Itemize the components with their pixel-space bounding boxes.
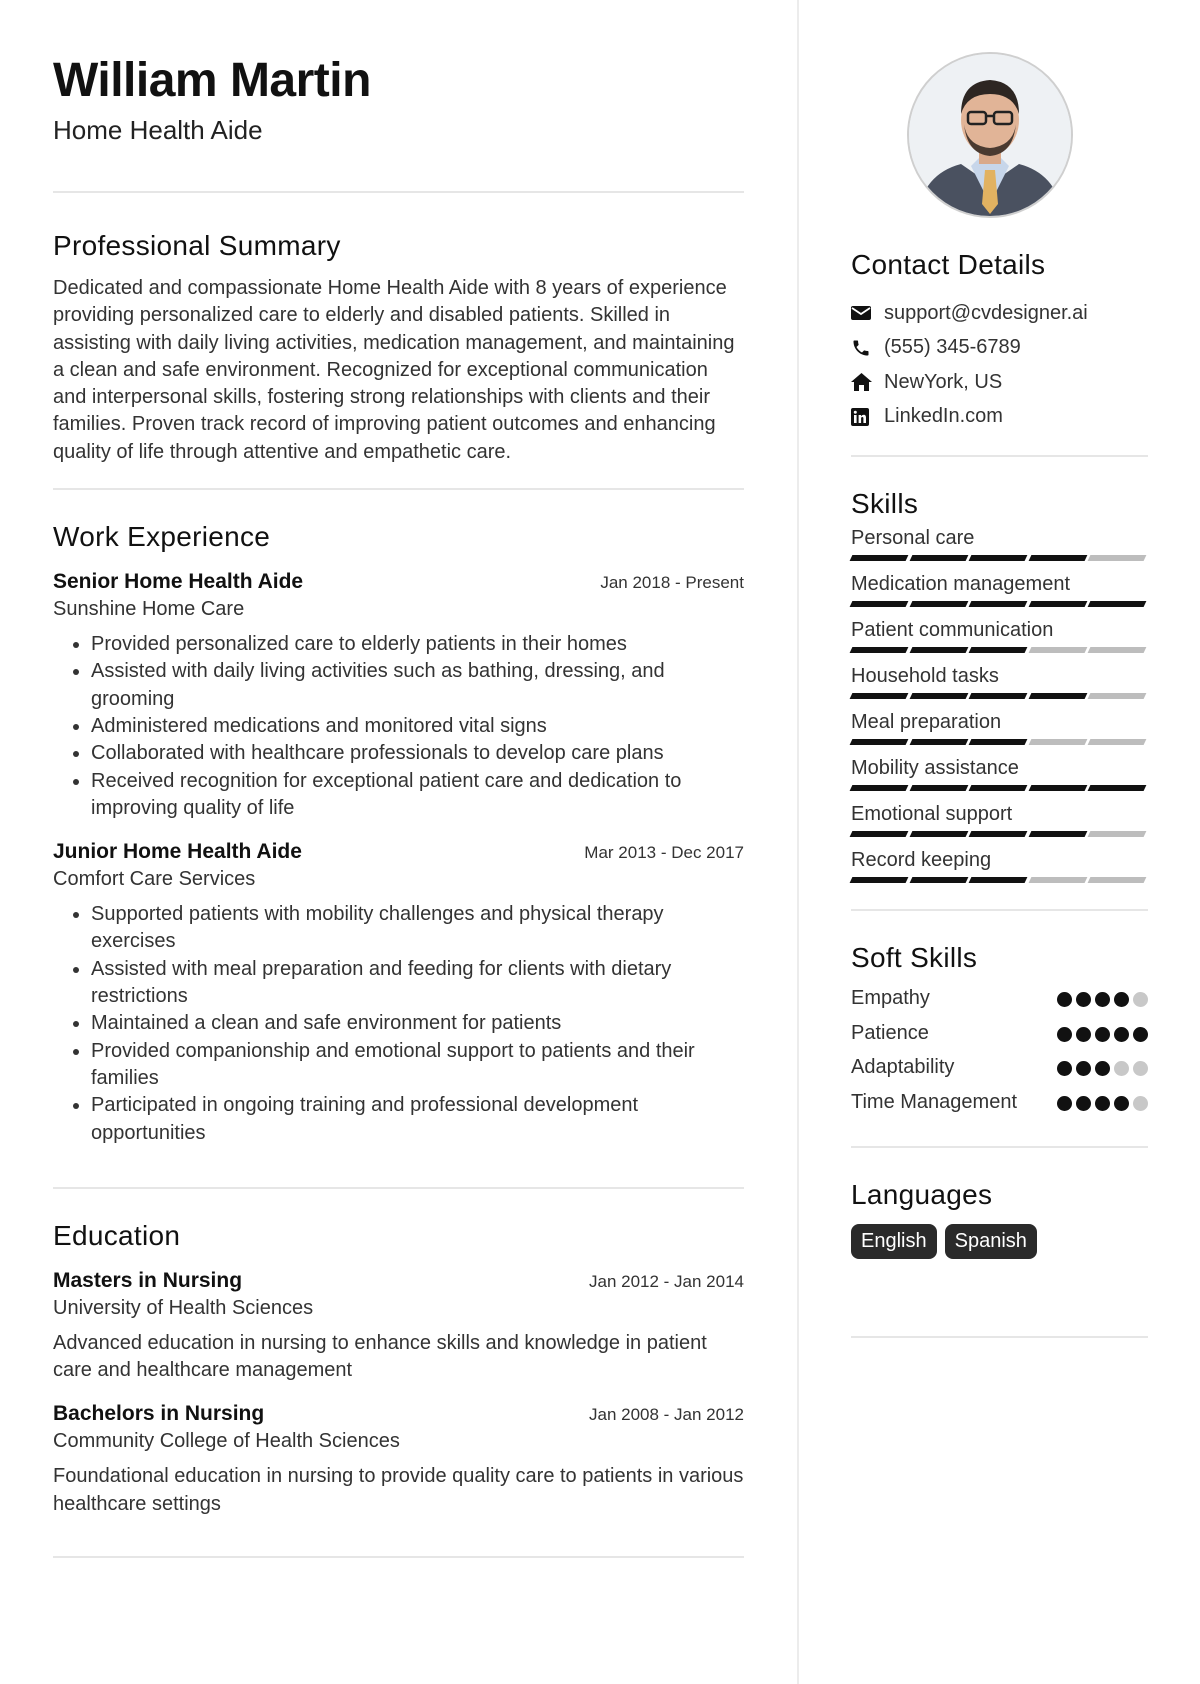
job-bullet: • Collaborated with healthcare professionals to develop care plans: [91, 740, 744, 767]
job-bullet: • Received recognition for exceptional patient care and dedication to improving quality of life: [91, 768, 744, 823]
contact-linkedin-text: LinkedIn.com: [884, 405, 1003, 428]
skill-name: Emotional support: [851, 803, 1013, 825]
skill-level-segment: [1028, 693, 1086, 699]
rating-dot: [1057, 992, 1072, 1007]
skill-level-segment: [850, 785, 908, 791]
skill-level-bar: [851, 647, 1148, 653]
languages-list: [851, 1224, 1148, 1259]
skill-level-segment: [1088, 693, 1146, 699]
skill-level-segment: [909, 555, 967, 561]
skill-level-bar: [851, 555, 1148, 561]
skill-name: Meal preparation: [851, 711, 1002, 733]
soft-skill-name: Adaptability: [851, 1056, 955, 1078]
contact-divider: [851, 455, 1148, 457]
skill-item: [851, 755, 1148, 791]
skill-level-segment: [850, 739, 908, 745]
rating-dot: [1133, 992, 1148, 1007]
skill-name: Household tasks: [851, 665, 999, 687]
soft-skills-list: [851, 985, 1148, 1116]
skill-item: [851, 663, 1148, 699]
rating-dot: [1133, 1096, 1148, 1111]
job-entry: [53, 568, 744, 822]
rating-dot: [1057, 1027, 1072, 1042]
soft-skill-name: Patience: [851, 1021, 929, 1044]
rating-dot: [1095, 1061, 1110, 1076]
soft-skills-heading: Soft Skills: [851, 942, 978, 973]
rating-dot: [1076, 1061, 1091, 1076]
education-entry: [53, 1400, 744, 1518]
education-description: Foundational education in nursing to provide quality care to patients in various healthcare settings: [53, 1465, 744, 1515]
contact-email[interactable]: [851, 296, 1148, 331]
rating-dot: [1057, 1096, 1072, 1111]
language-pill: Spanish: [945, 1224, 1037, 1259]
job-bullet: • Administered medications and monitored vital signs: [91, 713, 744, 740]
envelope-icon: [851, 305, 884, 321]
rating-dot: [1076, 1096, 1091, 1111]
education-description: Advanced education in nursing to enhance skills and knowledge in patient care and healthcare management: [53, 1331, 707, 1382]
skill-level-segment: [909, 877, 967, 883]
skill-level-segment: [1088, 877, 1146, 883]
skill-item: [851, 617, 1148, 653]
skill-level-segment: [1028, 831, 1086, 837]
skill-level-segment: [850, 647, 908, 653]
skill-level-segment: [909, 785, 967, 791]
sidebar: [851, 0, 1148, 1338]
soft-skill-rating: [1057, 992, 1148, 1007]
skill-item: [851, 525, 1148, 561]
skill-level-segment: [909, 831, 967, 837]
soft-skill-item: [851, 1089, 1148, 1117]
job-header: [53, 838, 744, 866]
skill-name: Record keeping: [851, 849, 992, 871]
skill-level-segment: [969, 555, 1027, 561]
header-divider: [53, 191, 744, 193]
language-pill: English: [851, 1224, 937, 1259]
education-entry: [53, 1267, 744, 1385]
skill-item: [851, 709, 1148, 745]
skill-level-bar: [851, 831, 1148, 837]
candidate-name: William Martin: [53, 54, 371, 107]
skill-level-segment: [909, 647, 967, 653]
skill-level-segment: [1088, 555, 1146, 561]
skills-heading: Skills: [851, 488, 919, 519]
soft-skill-rating: [1057, 1096, 1148, 1111]
skills-divider: [851, 909, 1148, 911]
rating-dot: [1133, 1061, 1148, 1076]
job-bullet: • Assisted with daily living activities such as bathing, dressing, and grooming: [91, 658, 744, 713]
job-bullet: • Supported patients with mobility challenges and physical therapy exercises: [91, 901, 744, 956]
education-dates: Jan 2008 - Jan 2012: [588, 1405, 744, 1425]
education-header: [53, 1267, 744, 1295]
skill-level-segment: [969, 647, 1027, 653]
contact-location-text: NewYork, US: [884, 370, 1003, 393]
education-divider: [53, 1556, 744, 1558]
skill-item: [851, 847, 1148, 883]
skill-level-bar: [851, 877, 1148, 883]
skill-level-bar: [851, 739, 1148, 745]
education-list: [53, 1267, 744, 1518]
job-bullets: [53, 901, 744, 1147]
skill-level-segment: [850, 555, 908, 561]
skill-level-segment: [1028, 739, 1086, 745]
rating-dot: [1076, 1027, 1091, 1042]
skills-list: [851, 525, 1148, 883]
linkedin-icon: [851, 408, 884, 426]
rating-dot: [1095, 1027, 1110, 1042]
home-icon: [851, 373, 884, 391]
rating-dot: [1133, 1027, 1148, 1042]
education-degree: Masters in Nursing: [53, 1268, 243, 1292]
rating-dot: [1057, 1061, 1072, 1076]
education-school: Community College of Health Sciences: [53, 1430, 400, 1453]
rating-dot: [1114, 1027, 1129, 1042]
contact-phone[interactable]: [851, 331, 1148, 366]
job-bullet: • Provided companionship and emotional support to patients and their families: [91, 1038, 744, 1093]
skill-level-segment: [1088, 831, 1146, 837]
skill-level-segment: [1028, 601, 1086, 607]
soft-skill-item: [851, 1054, 1148, 1082]
job-entry: [53, 838, 744, 1147]
skill-level-segment: [909, 693, 967, 699]
skill-item: [851, 801, 1148, 837]
contact-location: [851, 365, 1148, 400]
skill-level-segment: [1088, 601, 1146, 607]
job-header: [53, 568, 744, 596]
skill-item: [851, 571, 1148, 607]
skill-level-segment: [850, 877, 908, 883]
skill-level-segment: [969, 831, 1027, 837]
skill-level-segment: [1088, 739, 1146, 745]
contact-phone-text: (555) 345-6789: [884, 336, 1021, 359]
skill-level-segment: [909, 601, 967, 607]
job-company: Comfort Care Services: [53, 868, 256, 891]
job-bullets: [53, 631, 744, 822]
education-school: University of Health Sciences: [53, 1296, 314, 1319]
candidate-title: Home Health Aide: [53, 115, 263, 145]
education-header: [53, 1400, 744, 1428]
skill-level-segment: [850, 831, 908, 837]
soft-skill-item: [851, 985, 1148, 1013]
phone-icon: [851, 338, 884, 358]
skill-level-segment: [969, 785, 1027, 791]
skill-level-bar: [851, 785, 1148, 791]
skill-name: Mobility assistance: [851, 757, 1019, 779]
job-bullet: • Provided personalized care to elderly patients in their homes: [91, 631, 744, 658]
summary-divider: [53, 488, 744, 490]
soft-skills-divider: [851, 1146, 1148, 1148]
main-column: [53, 0, 744, 1558]
contact-list: [851, 296, 1148, 434]
job-bullet: • Maintained a clean and safe environment for patients: [91, 1010, 744, 1037]
job-bullet: • Assisted with meal preparation and feeding for clients with dietary restrictions: [91, 956, 744, 1011]
job-title: Junior Home Health Aide: [53, 840, 302, 864]
soft-skill-rating: [1057, 1027, 1148, 1042]
skill-level-segment: [850, 693, 908, 699]
skill-level-segment: [1028, 647, 1086, 653]
soft-skill-item: [851, 1020, 1148, 1048]
soft-skill-name: Empathy: [851, 987, 930, 1009]
profile-photo: [907, 52, 1073, 218]
skill-level-segment: [909, 739, 967, 745]
contact-email-text: support@cvdesigner.ai: [884, 301, 1088, 324]
experience-list: [53, 568, 744, 1147]
skill-name: Patient communication: [851, 619, 1054, 641]
soft-skill-name: Time Management: [851, 1090, 1017, 1113]
skill-level-segment: [1028, 877, 1086, 883]
rating-dot: [1095, 1096, 1110, 1111]
contact-linkedin[interactable]: [851, 400, 1148, 435]
rating-dot: [1114, 992, 1129, 1007]
job-bullet: • Participated in ongoing training and professional development opportunities: [91, 1092, 744, 1147]
rating-dot: [1114, 1096, 1129, 1111]
job-company: Sunshine Home Care: [53, 598, 245, 621]
skill-level-segment: [850, 601, 908, 607]
languages-heading: Languages: [851, 1179, 993, 1210]
skill-level-bar: [851, 601, 1148, 607]
job-dates: Mar 2013 - Dec 2017: [584, 843, 744, 863]
skill-level-segment: [969, 739, 1027, 745]
experience-heading: Work Experience: [53, 521, 271, 553]
education-dates: Jan 2012 - Jan 2014: [588, 1271, 744, 1291]
skill-level-segment: [1028, 555, 1086, 561]
skill-level-bar: [851, 693, 1148, 699]
skill-level-segment: [1088, 647, 1146, 653]
skill-level-segment: [969, 601, 1027, 607]
skill-level-segment: [1088, 785, 1146, 791]
soft-skill-rating: [1057, 1061, 1148, 1076]
job-dates: Jan 2018 - Present: [600, 573, 744, 593]
experience-divider: [53, 1187, 744, 1189]
skill-level-segment: [969, 693, 1027, 699]
skill-name: Personal care: [851, 527, 975, 549]
job-title: Senior Home Health Aide: [53, 570, 304, 594]
rating-dot: [1076, 992, 1091, 1007]
summary-heading: Professional Summary: [53, 230, 341, 261]
skill-level-segment: [969, 877, 1027, 883]
education-degree: Bachelors in Nursing: [53, 1402, 265, 1426]
avatar-illustration: [909, 54, 1071, 216]
education-heading: Education: [53, 1219, 181, 1251]
rating-dot: [1095, 992, 1110, 1007]
rating-dot: [1114, 1061, 1129, 1076]
languages-divider: [851, 1336, 1148, 1338]
contact-heading: Contact Details: [851, 249, 1046, 280]
column-divider: [797, 0, 799, 1684]
skill-level-segment: [1028, 785, 1086, 791]
skill-name: Medication management: [851, 573, 1071, 595]
summary-text: Dedicated and compassionate Home Health Aide with 8 years of experience providing personalized care to elderly and disabled patients. Skilled in assisting with daily living activities, medication management, and maintaining a clean and safe environment. Recognized for exceptional communication and interpersonal skills, fostering strong relationships with clients and their families. Proven track record of improving patient outcomes and enhancing quality of life through attentive and empathetic care.: [53, 277, 735, 463]
